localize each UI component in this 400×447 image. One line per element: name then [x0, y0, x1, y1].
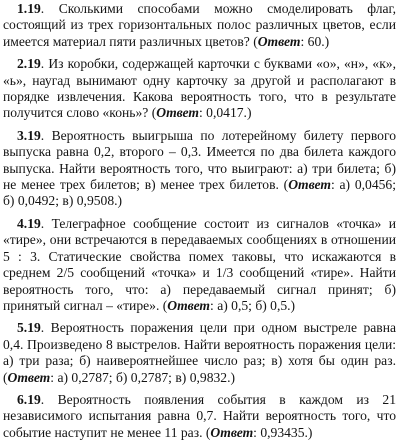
answer-value: : а) 0,2787; б) 0,2787; в) 0,9832.): [50, 369, 236, 385]
answer-value: : 0,0417.): [198, 105, 252, 121]
answer-label: Ответ: [288, 177, 331, 193]
answer-label: Ответ: [210, 424, 254, 440]
problem-number: 6.19: [17, 391, 41, 407]
problem-number: 5.19: [17, 320, 41, 336]
problem-6-19: 6.19. Вероятность появления события в каждом из 21 независимого испытания равна 0,7. Найти вероятность того, что событие наступит не менее 11 раз. (Ответ: 0,93435.): [3, 391, 396, 440]
answer-label: Ответ: [167, 297, 211, 313]
problem-number: 4.19: [17, 215, 41, 231]
problem-text: Сколькими способами можно смоделировать флаг, состоящий из трех горизонтальных полос различных цветов, если имеется материал пяти различных цветов? (: [3, 1, 396, 49]
problem-4-19: 4.19. Телеграфное сообщение состоит из сигналов «точка» и «тире», они встречаются в передаваемых сообщениях в отношении 5 : 3. Статические свойства помех таковы, что искажаются в среднем 2/5 сообщений «точка» и 1/3 сообщений «тире». Найти вероятность того, что: а) передаваемый сигнал принят; б) принятый сигнал – «тире». (Ответ: а) 0,5; б) 0,5.): [3, 215, 396, 313]
problem-number: 1.19: [17, 1, 41, 16]
problem-5-19: 5.19. Вероятность поражения цели при одном выстреле равна 0,4. Произведено 8 выстрелов. Найти вероятность поражения цели: а) три раза; б) наивероятнейшее число раз; в) хотя бы один раз. (Ответ: а) 0,2787; б) 0,2787; в) 0,9832.): [3, 320, 397, 385]
problem-1-19: 1.19. Сколькими способами можно смоделировать флаг, состоящий из трех горизонтальных полос различных цветов, если имеется материал пяти различных цветов? (Ответ: 60.): [3, 1, 396, 49]
problem-text: Телеграфное сообщение состоит из сигналов «точка» и «тире», они встречаются в передаваемых сообщениях в отношении 5 : 3. Статические свойства помех таковы, что искажаются в среднем 2/5 сообщений «точка» и 1/3 сообщений «тире». Найти вероятность того, что: а) передаваемый сигнал принят; б) принятый сигнал – «тире». (: [3, 215, 396, 313]
problem-3-19: 3.19. Вероятность выигрыша по лотерейному билету первого выпуска равна 0,2, второго – 0,3. Имеется по два билета каждого выпуска. Найти вероятность того, что выиграют: а) три билета; б) не менее трех билетов; в) менее трех билетов. (Ответ: а) 0,0456; б) 0,0492; в) 0,9508.): [3, 127, 396, 209]
problem-text: Вероятность поражения цели при одном выстреле равна 0,4. Произведено 8 выстрелов. Найти вероятность поражения цели: а) три раза; б) наивероятнейшее число раз; в) хотя бы один раз. (: [3, 320, 397, 385]
problem-text: Вероятность появления события в каждом из 21 независимого испытания равна 0,7. Найти вероятность того, что событие наступит не менее 11 раз. (: [3, 391, 396, 440]
answer-value: : 0,93435.): [253, 424, 313, 440]
answer-label: Ответ: [7, 369, 51, 385]
answer-value: : 60.): [300, 33, 330, 49]
problem-number: 2.19: [17, 56, 41, 72]
problem-number: 3.19: [17, 127, 41, 143]
answer-value: : а) 0,0456; б) 0,0492; в) 0,9508.): [3, 177, 396, 209]
answer-label: Ответ: [156, 105, 199, 121]
problem-2-19: 2.19. Из коробки, содержащей карточки с буквами «о», «н», «к», «ь», наугад вынимают одну карточку за другой и располагают в порядке извлечения. Какова вероятность того, что в результате получится слово «конь»? (Ответ: 0,0417.): [3, 56, 397, 121]
problem-text: Из коробки, содержащей карточки с буквами «о», «н», «к», «ь», наугад вынимают одну карточку за другой и располагают в порядке извлечения. Какова вероятность того, что в результате получится слово «конь»? (: [3, 56, 397, 121]
problem-text: Вероятность выигрыша по лотерейному билету первого выпуска равна 0,2, второго – 0,3. Имеется по два билета каждого выпуска. Найти вероятность того, что выиграют: а) три билета; б) не менее трех билетов; в) менее трех билетов. (: [3, 127, 396, 193]
answer-label: Ответ: [257, 33, 301, 49]
answer-value: : а) 0,5; б) 0,5.): [210, 297, 296, 313]
problem-list: [3, 1, 396, 447]
